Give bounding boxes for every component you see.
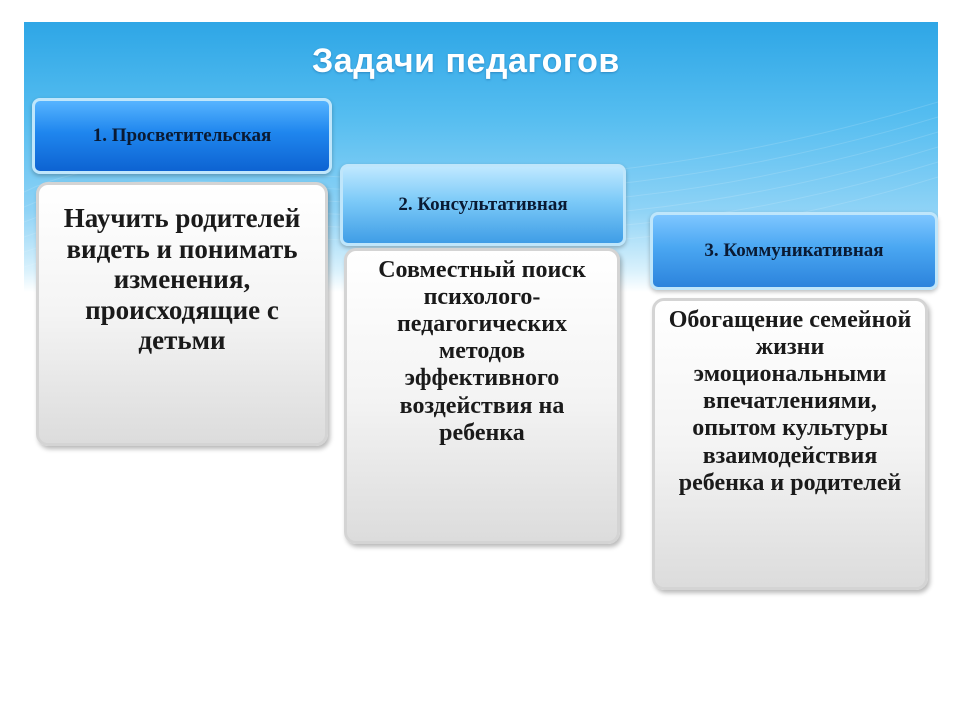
task-tab-2: 2. Консультативная <box>340 164 626 246</box>
task-card-1 <box>36 182 328 446</box>
task-tab-3: 3. Коммуникативная <box>650 212 938 290</box>
task-card-2 <box>344 248 620 544</box>
task-card-1-text: Научить родителей видеть и понимать изменения, происходящие с детьми <box>63 203 301 355</box>
task-card-2-text: Совместный поиск психолого-педагогических методов эффективного воздействия на ребенка <box>378 257 586 446</box>
task-tab-1: 1. Просветительская <box>32 98 332 174</box>
task-card-3-text: Обогащение семейной жизни эмоциональными впечатлениями, опытом культуры взаимодействия ребенка и родителей <box>668 307 912 496</box>
task-card-3 <box>652 298 928 590</box>
slide-title: Задачи педагогов <box>312 42 620 80</box>
